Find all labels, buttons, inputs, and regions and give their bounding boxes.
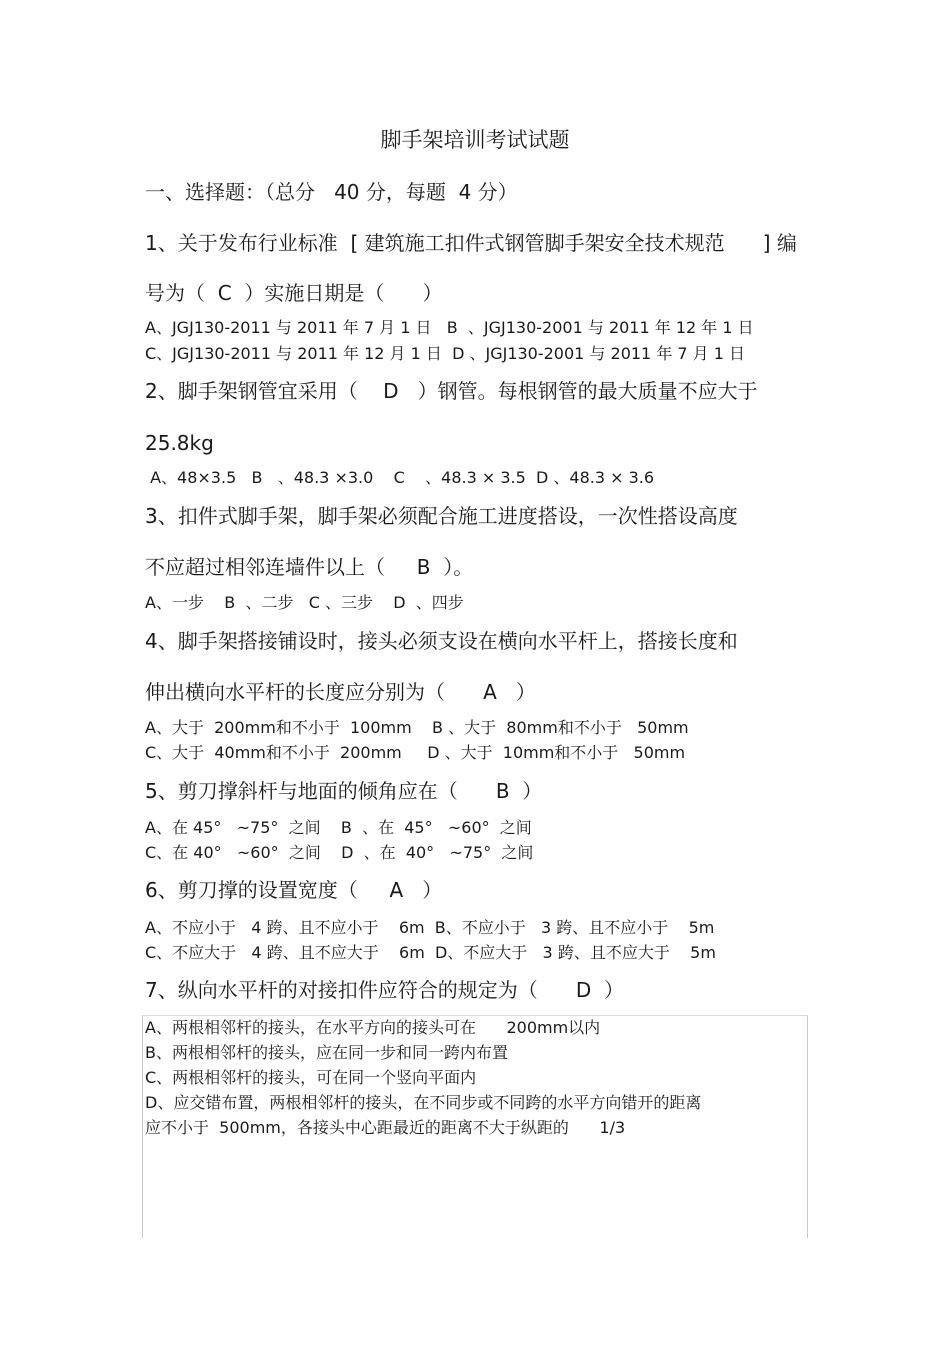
question-7-line-1: 7、纵向水平杆的对接扣件应符合的规定为（ D ）	[145, 978, 624, 1002]
question-6-options-cd: C、不应大于 4 跨、且不应大于 6m D、不应大于 3 跨、且不应大于 5m	[145, 943, 716, 962]
question-6-line-1: 6、剪刀撑的设置宽度（ A ）	[145, 878, 443, 902]
question-1-line-2: 号为（ C ）实施日期是（ ）	[145, 281, 443, 305]
page-title: 脚手架培训考试试题	[380, 128, 570, 152]
question-1-options-cd: C、JGJ130-2011 与 2011 年 12 月 1 日 D 、JGJ130-2001 与 2011 年 7 月 1 日	[145, 344, 746, 363]
question-4-options-ab: A、大于 200mm和不小于 100mm B 、大于 80mm和不小于 50mm	[145, 718, 689, 737]
question-3-options: A、一步 B 、二步 C 、三步 D 、四步	[145, 593, 464, 612]
question-3-line-1: 3、扣件式脚手架，脚手架必须配合施工进度搭设，一次性搭设高度	[145, 504, 738, 528]
question-7-option-a: A、两根相邻杆的接头，在水平方向的接头可在 200mm以内	[145, 1018, 601, 1037]
question-2-line-2: 25.8kg	[145, 431, 214, 455]
question-4-line-1: 4、脚手架搭接铺设时，接头必须支设在横向水平杆上，搭接长度和	[145, 629, 738, 653]
question-6-options-ab: A、不应小于 4 跨、且不应小于 6m B、不应小于 3 跨、且不应小于 5m	[145, 918, 715, 937]
question-7-option-d-line-2: 应不小于 500mm，各接头中心距最近的距离不大于纵距的 1/3	[145, 1118, 626, 1137]
question-5-options-cd: C、在 40° ~60° 之间 D 、在 40° ~75° 之间	[145, 843, 534, 862]
question-7-option-d-line-1: D、应交错布置，两根相邻杆的接头，在不同步或不同跨的水平方向错开的距离	[145, 1093, 702, 1112]
question-7-option-c: C、两根相邻杆的接头，可在同一个竖向平面内	[145, 1068, 477, 1087]
question-2-options: A、48×3.5 B 、48.3 ×3.0 C 、48.3 × 3.5 D 、48.3 × 3.6	[145, 468, 655, 487]
question-5-options-ab: A、在 45° ~75° 之间 B 、在 45° ~60° 之间	[145, 818, 532, 837]
question-7-option-b: B、两根相邻杆的接头，应在同一步和同一跨内布置	[145, 1043, 508, 1062]
question-1-options-ab: A、JGJ130-2011 与 2011 年 7 月 1 日 B 、JGJ130-2001 与 2011 年 12 年 1 日	[145, 318, 754, 337]
question-4-line-2: 伸出横向水平杆的长度应分别为（ A ）	[145, 680, 536, 704]
question-5-line-1: 5、剪刀撑斜杆与地面的倾角应在（ B ）	[145, 779, 543, 803]
question-4-options-cd: C、大于 40mm和不小于 200mm D 、大于 10mm和不小于 50mm	[145, 743, 686, 762]
section-heading: 一、选择题：（总分 40 分，每题 4 分）	[145, 180, 518, 204]
question-3-line-2: 不应超过相邻连墙件以上（ B ）。	[145, 555, 474, 579]
question-1-line-1: 1、关于发布行业标准 [ 建筑施工扣件式钢管脚手架安全技术规范 ] 编	[145, 231, 797, 255]
question-2-line-1: 2、脚手架钢管宜采用（ D ）钢管。每根钢管的最大质量不应大于	[145, 379, 758, 403]
